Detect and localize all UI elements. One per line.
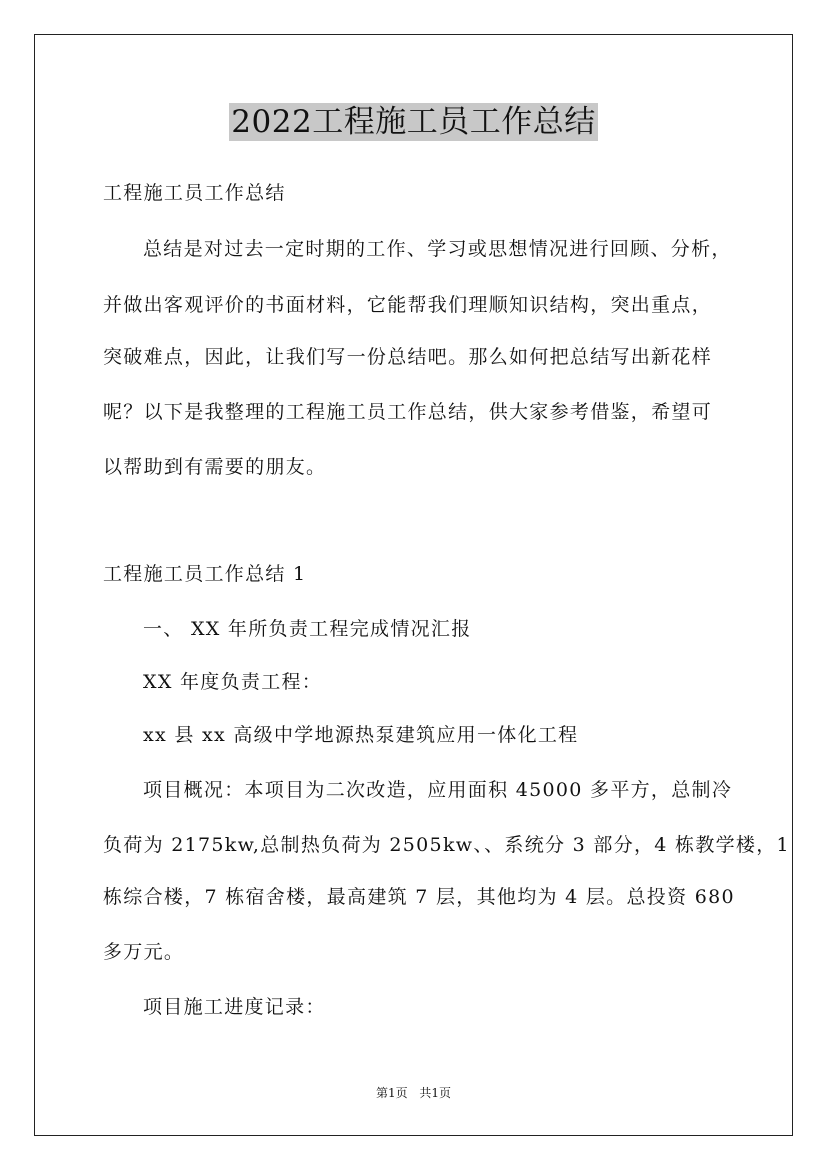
page-footer [0, 1085, 827, 1101]
intro-line-1: 总结是对过去一定时期的工作、学习或思想情况进行回顾、分析， [143, 238, 732, 260]
intro-line-2: 并做出客观评价的书面材料，它能帮我们理顺知识结构，突出重点， [103, 294, 713, 316]
page-total: 共1页 [419, 1086, 452, 1100]
title-wrap [0, 103, 827, 141]
summary-1-heading: 工程施工员工作总结 1 [103, 563, 307, 585]
project-name: xx 县 xx 高级中学地源热泵建筑应用一体化工程 [143, 724, 579, 746]
page-number: 第1页 [375, 1086, 408, 1100]
project-year-label: XX 年度负责工程： [143, 671, 323, 693]
overview-line-3: 栋综合楼，7 栋宿舍楼，最高建筑 7 层，其他均为 4 层。总投资 680 [103, 886, 735, 908]
progress-record-label: 项目施工进度记录： [143, 996, 326, 1018]
intro-line-5: 以帮助到有需要的朋友。 [103, 456, 327, 478]
document-title: 2022工程施工员工作总结 [231, 104, 596, 140]
intro-line-3: 突破难点，因此，让我们写一份总结吧。那么如何把总结写出新花样 [103, 346, 713, 368]
overview-line-1: 项目概况：本项目为二次改造，应用面积 45000 多平方，总制冷 [143, 779, 733, 801]
overview-line-2: 负荷为 2175kw,总制热负荷为 2505kw、、系统分 3 部分，4 栋教学楼，1 [103, 834, 790, 856]
section-heading: 工程施工员工作总结 [103, 182, 286, 204]
subsection-heading: 一、 XX 年所负责工程完成情况汇报 [143, 618, 472, 640]
overview-line-4: 多万元。 [103, 941, 185, 963]
intro-line-4: 呢？以下是我整理的工程施工员工作总结，供大家参考借鉴，希望可 [103, 401, 713, 423]
